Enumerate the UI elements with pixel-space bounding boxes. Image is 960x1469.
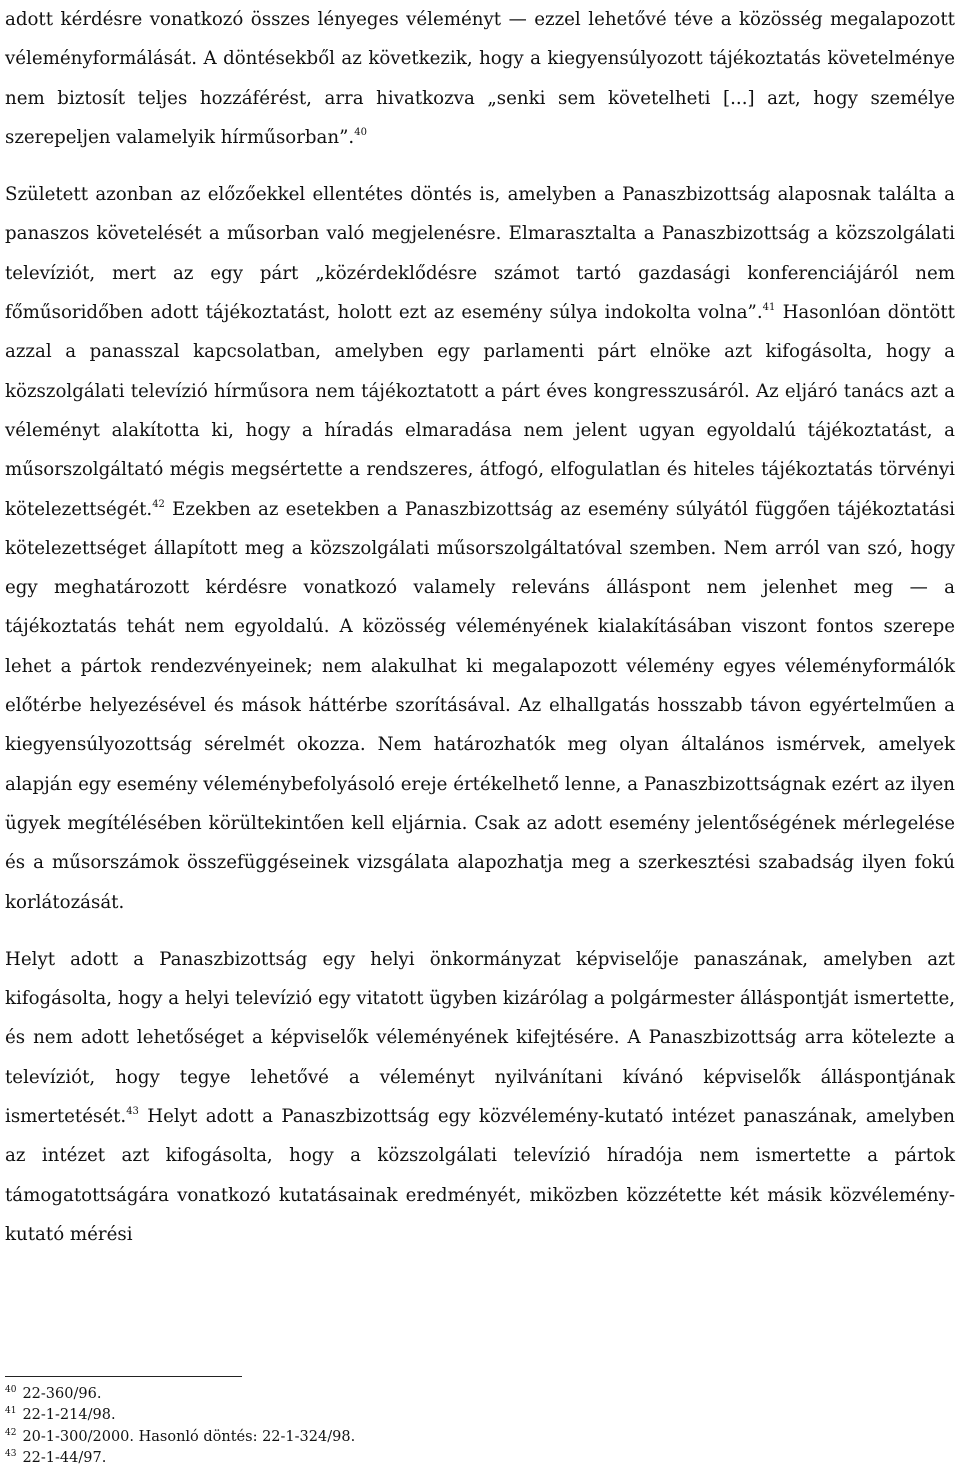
footnote-41 bbox=[5, 1405, 905, 1426]
paragraph-3-text-2: Helyt adott a Panaszbizottság egy közvélemény-kutató intézet panaszának, amelyben az intézet azt kifogásolta, hogy a közszolgálati televízió híradója nem ismertette a pártok támogatottságára vonatkozó kutatásainak eredményét, miközben közzétette két másik közvélemény-kutató mérési bbox=[5, 1106, 955, 1245]
paragraph-3-text-1: Helyt adott a Panaszbizottság egy helyi önkormányzat képviselője panaszának, amelyben azt kifogásolta, hogy a helyi televízió egy vitatott ügyben kizárólag a polgármester álláspontját ismertette, és nem adott lehetőséget a képviselők véleményének kifejtésére. A Panaszbizottság arra kötelezte a televíziót, hogy tegye lehetővé a véleményt nyilvánítani kívánó képviselők álláspontjának ismertetését. bbox=[5, 948, 955, 1128]
footnote-text: 20-1-300/2000. Hasonló döntés: 22-1-324/98. bbox=[22, 1428, 356, 1445]
paragraph-1 bbox=[5, 0, 955, 157]
paragraph-2 bbox=[5, 175, 955, 922]
paragraph-2-text-1: Született azonban az előzőekkel ellentétes döntés is, amelyben a Panaszbizottság alaposnak találta a panaszos követelését a műsorban való megjelenésre. Elmarasztalta a Panaszbizottság a közszolgálati televíziót, mert az egy párt „közérdeklődésre számot tartó gazdasági konferenciájáról nem főműsoridőben adott tájékoztatást, holott ezt az esemény súlya indokolta volna”. bbox=[5, 184, 955, 324]
footnote-number: 40 bbox=[5, 1385, 17, 1396]
footnote-text: 22-360/96. bbox=[22, 1386, 102, 1402]
paragraph-gap bbox=[5, 157, 955, 175]
document-body bbox=[5, 0, 955, 1254]
footnote-ref-41[interactable]: 41 bbox=[762, 302, 776, 314]
footnote-text: 22-1-214/98. bbox=[22, 1407, 116, 1424]
footnotes bbox=[5, 1384, 905, 1469]
footnote-number: 43 bbox=[5, 1449, 17, 1460]
paragraph-2-text-3: Ezekben az esetekben a Panaszbizottság az esemény súlyától függően tájékoztatási kötelezettséget állapított meg a közszolgálati műsorszolgáltatóval szemben. Nem arról van szó, hogy egy meghatározott kérdésre vonatkozó valamely releváns álláspont nem jelenhet meg — a tájékoztatás tehát nem egyoldalú. A közösség véleményének kialakításában viszont fontos szerepe lehet a pártok rendezvényeinek; nem alakulhat ki megalapozott vélemény egyes véleményformálók előtérbe helyezésével és mások háttérbe szorításával. Az elhallgatás hosszabb távon egyértelműen a kiegyensúlyozottság sérelmét okozza. Nem határozhatók meg olyan általános ismérvek, amelyek alapján egy esemény véleménybefolyásoló ereje értékelhető lenne, a Panaszbizottságnak ezért az ilyen ügyek megítélésében körültekintően kell eljárnia. Csak az adott esemény jelentőségének mérlegelése és a műsorszámok összefüggéseinek vizsgálata alapozhatja meg a szerkesztési szabadság ilyen fokú korlátozását. bbox=[5, 498, 955, 913]
footnote-42 bbox=[5, 1427, 905, 1448]
paragraph-2-text-2: Hasonlóan döntött azzal a panasszal kapcsolatban, amelyben egy parlamenti párt elnöke azt kifogásolta, hogy a közszolgálati televízió hírműsora nem tájékoztatott a párt éves kongresszusáról. Az eljáró tanács azt a véleményt alakította ki, hogy a híradás elmaradása nem jelent ugyan egyoldalú tájékoztatást, a műsorszolgáltató mégis megsértette a rendszeres, átfogó, elfogulatlan és hiteles tájékoztatás törvényi kötelezettségét. bbox=[5, 302, 955, 520]
footnote-number: 41 bbox=[5, 1406, 17, 1417]
footnote-number: 42 bbox=[5, 1427, 17, 1438]
footnote-ref-40[interactable]: 40 bbox=[354, 126, 367, 138]
footnote-43 bbox=[5, 1448, 905, 1469]
paragraph-1-text-1: adott kérdésre vonatkozó összes lényeges véleményt — ezzel lehetővé téve a közösség megalapozott véleményformálását. A döntésekből az következik, hogy a kiegyensúlyozott tájékoztatás követelménye nem biztosít teljes hozzáférést, arra hivatkozva „senki sem követelheti [...] azt, hogy személye szerepeljen valamelyik hírműsorban”. bbox=[5, 9, 955, 148]
paragraph-gap bbox=[5, 922, 955, 940]
footnote-separator bbox=[5, 1376, 242, 1377]
paragraph-3 bbox=[5, 940, 955, 1254]
footnote-40 bbox=[5, 1384, 905, 1405]
footnote-text: 22-1-44/97. bbox=[22, 1449, 107, 1466]
footnote-ref-43[interactable]: 43 bbox=[126, 1105, 139, 1117]
footnote-ref-42[interactable]: 42 bbox=[152, 498, 165, 510]
